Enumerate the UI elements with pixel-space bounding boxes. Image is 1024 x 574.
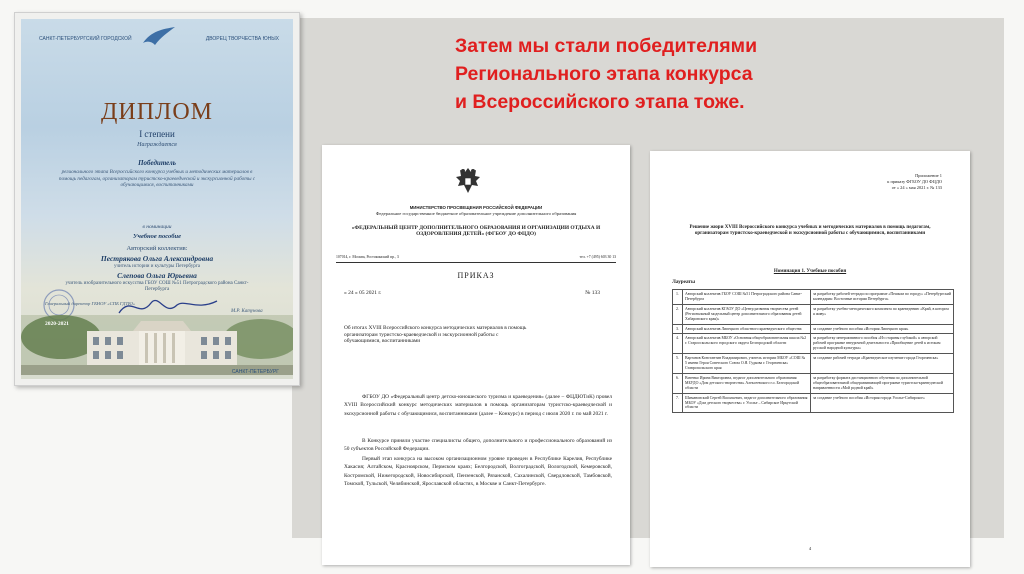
diploma-member-2-name: Слепова Ольга Юрьевна bbox=[117, 271, 197, 280]
table-row bbox=[673, 290, 954, 305]
row-number: 1. bbox=[673, 290, 683, 305]
diploma-image bbox=[14, 12, 300, 386]
diploma-city: САНКТ-ПЕТЕРБУРГ bbox=[231, 369, 279, 375]
row-work: за создание учебного пособия «История Липецкого края» bbox=[811, 324, 954, 334]
annex-header-line-1: Приложение 1 bbox=[915, 173, 942, 178]
row-number: 7. bbox=[673, 393, 683, 413]
heading-line-2: Регионального этапа конкурса bbox=[455, 63, 753, 85]
table-row bbox=[673, 304, 954, 324]
row-author: Авторский коллектив Липецкого областного краеведческого общества bbox=[683, 324, 811, 334]
table-row bbox=[673, 373, 954, 393]
diploma-nomination-value: Учебное пособие bbox=[133, 233, 181, 240]
bird-emblem-icon bbox=[141, 25, 177, 49]
annex-nomination: Номинация 1. Учебные пособия bbox=[773, 269, 847, 274]
order-title: ПРИКАЗ bbox=[457, 271, 495, 280]
diploma-degree: I степени bbox=[139, 129, 175, 139]
row-work: за разработку формата дистанционного обучения по дополнительной общеобразовательной общеразвивающей программе туристско-краеведческой направленности «Мой родной край» bbox=[811, 373, 954, 393]
order-address: 107014, г. Москва, Ростокинский пр., 3 bbox=[336, 255, 399, 259]
row-work: за разработку интерактивного пособия «Из старины глубокой» к авторской рабочей программе внеурочной деятельности «Приобщение детей к истокам русской народной культуры» bbox=[811, 334, 954, 354]
row-author: Витенко Ирина Викторовна, педагог дополнительного образования МБУДО «Дом детского творчества» Алексеевского г.о. Белгородской области bbox=[683, 373, 811, 393]
row-author: Вартанов Константин Владимирович, учитель истории МБОУ «СОШ № 5 имени Героя Советского Союза О.Я. Гудкова г. Георгиевска» Ставропольского края bbox=[683, 354, 811, 374]
row-number: 6. bbox=[673, 373, 683, 393]
row-number: 5. bbox=[673, 354, 683, 374]
diploma-title: ДИПЛОМ bbox=[101, 99, 213, 125]
order-address-line bbox=[336, 255, 616, 263]
diploma-team-label: Авторский коллектив: bbox=[126, 245, 188, 252]
diploma-banner-left: САНКТ-ПЕТЕРБУРГСКИЙ ГОРОДСКОЙ bbox=[39, 36, 132, 42]
diploma-banner-right: ДВОРЕЦ ТВОРЧЕСТВА ЮНЫХ bbox=[205, 36, 279, 42]
order-ministry: МИНИСТЕРСТВО ПРОСВЕЩЕНИЯ РОССИЙСКОЙ ФЕДЕРАЦИИ bbox=[409, 205, 543, 210]
row-author: Авторский коллектив КГАОУ ДО «Центр развития творчества детей (Региональный модельный центр дополнительного образования детей Хабаровского края)» bbox=[683, 304, 811, 324]
diploma-awarded: Награждается bbox=[137, 142, 177, 148]
row-author: Авторский коллектив ГБОУ СОШ №51 Петроградского района Санкт-Петербурга bbox=[683, 290, 811, 305]
table-row bbox=[673, 393, 954, 413]
order-institution: Федеральное государственное бюджетное образовательное учреждение дополнительного образования bbox=[375, 211, 577, 216]
table-row bbox=[673, 334, 954, 354]
order-phone: тел. +7 (495) 603 30 13 bbox=[579, 255, 616, 259]
order-subject: Об итогах XVIII Всероссийского конкурса методических материалов в помощь организаторам туристско-краеведческой и экскурсионной работы с обучающимися, воспитанниками bbox=[344, 325, 527, 345]
order-document bbox=[322, 145, 630, 565]
row-work: за разработку учебно-методического комплекта по краеведению «Край, в котором я живу» bbox=[811, 304, 954, 324]
row-work: за разработку рабочей тетради по программе «Пешком по городу» «Петербургский календарик: Восточные истории Петербурга» bbox=[811, 290, 954, 305]
annex-header bbox=[887, 173, 942, 190]
annex-laureates-label: Лауреаты bbox=[672, 279, 696, 285]
diploma-member-1-role: учитель истории и культуры Петербурга bbox=[114, 264, 200, 269]
diploma-signatory-right: М.Р. Катунова bbox=[231, 309, 263, 314]
diploma-year: 2020-2021 bbox=[45, 321, 69, 327]
diploma-member-2-role: учитель изобразительного искусства ГБОУ СОШ №51 Петроградского района Санкт-Петербурга bbox=[65, 281, 249, 292]
table-row bbox=[673, 324, 954, 334]
order-paragraph-1: ФГБОУ ДО «Федеральный центр детско-юношеского туризма и краеведения» (далее – ФЦДЮТиК) провел XVIII Всероссийский конкурс методических материалов в помощь организаторам туристско-краеведческой и экскурсионной работы с обучающимися, воспитанниками (далее – Конкурс) в период с июля 2020 г. по май 2021 г. bbox=[344, 394, 612, 417]
annex-header-line-2: к приказу ФГБОУ ДО ФЦДО bbox=[887, 178, 942, 184]
order-paragraph-2: В Конкурсе приняли участие специалисты общего, дополнительного и профессионального образований из 50 субъектов Российской Федерации. bbox=[344, 438, 612, 453]
diploma-member-1-name: Пестрякова Ольга Александровна bbox=[100, 254, 214, 263]
annex-title: Решение жюри XVIII Всероссийского конкурса учебных и методических материалов в помощь педагогам, организаторам туристско-краеведческой и экскурсионной работы с обучающимися, воспитанниками bbox=[689, 225, 931, 237]
row-author: Авторский коллектив МБОУ «Основная общеобразовательная школа №2 г. Старооскольского городского округа Белгородской области bbox=[683, 334, 811, 354]
heading-line-3: и Всероссийского этапа тоже. bbox=[455, 91, 745, 113]
order-number: № 133 bbox=[585, 290, 600, 296]
table-row bbox=[673, 354, 954, 374]
diploma-nomination-label: в номинации bbox=[142, 224, 172, 230]
diploma-sheet bbox=[21, 19, 293, 379]
slide-heading bbox=[455, 32, 875, 116]
heading-line-1: Затем мы стали победителями bbox=[455, 35, 758, 57]
annex-document bbox=[650, 151, 970, 567]
row-work: за создание учебного пособия «История города Усолье-Сибирское» bbox=[811, 393, 954, 413]
order-paragraph-3: Первый этап конкурса на высоком организационном уровне проведен в Республике Карелия, Республике Хакасия; Алтайском, Красноярском, Пермском краях; Белгородской, Волгоградской, Вологодской, Кемеровской, Костромской, Нижегородской, Новосибирской, Пензенской, Рязанской, Сахалинской, Свердловской, Тамбовской, Томской, Тульской, Челябинской, Ярославской областях, в Москве и Санкт-Петербурге. bbox=[344, 456, 612, 488]
annex-header-line-3: от « 24 » мая 2021 г. № 133 bbox=[891, 184, 942, 190]
coat-of-arms-icon bbox=[452, 165, 484, 197]
diploma-signatory-left: Генеральный директор ГБНОУ «СПБ ГДТЮ» bbox=[45, 301, 136, 306]
row-number: 2. bbox=[673, 304, 683, 324]
row-number: 4. bbox=[673, 334, 683, 354]
row-work: за создание рабочей тетради «Краеведческое изучение города Георгиевска» bbox=[811, 354, 954, 374]
annex-page-number: 4 bbox=[808, 546, 812, 551]
laureates-table bbox=[672, 289, 954, 413]
diploma-winner: Победитель bbox=[138, 159, 176, 167]
diploma-description: регионального этапа Всероссийского конкурса учебных и методических материалов в помощь педагогам, организаторам туристско-краеведческой и экскурсионной работы с обучающимися, воспитанниками bbox=[58, 169, 256, 189]
row-author: Шимановский Сергей Васильевич, педагог дополнительного образования МБОУ «Дом детского творчества» г. Усолье – Сибирское Иркутской области bbox=[683, 393, 811, 413]
order-date: « 24 » 05 2021 г. bbox=[344, 290, 382, 296]
row-number: 3. bbox=[673, 324, 683, 334]
order-center-name: «ФЕДЕРАЛЬНЫЙ ЦЕНТР ДОПОЛНИТЕЛЬНОГО ОБРАЗОВАНИЯ И ОРГАНИЗАЦИИ ОТДЫХА И ОЗДОРОВЛЕНИЯ ДЕТЕЙ» (ФГБОУ ДО ФЦДО) bbox=[351, 225, 601, 238]
